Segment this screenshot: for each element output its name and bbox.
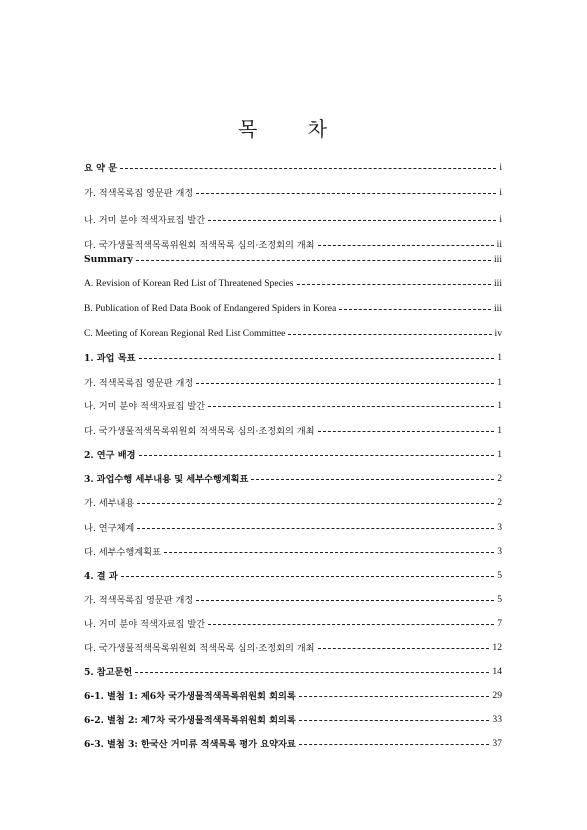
toc-entry-page-number: iv: [494, 327, 502, 339]
toc-entry-label: 4. 결 과: [84, 571, 118, 582]
toc-entry[interactable]: [84, 375, 502, 389]
toc-entry[interactable]: [84, 326, 502, 340]
toc-entry-label: 3. 과업수행 세부내용 및 세부수행계획표: [84, 474, 249, 485]
toc-entry-label: Summary: [84, 253, 133, 265]
dot-leader: [288, 333, 491, 335]
toc-entry-label: 요 약 문: [84, 163, 118, 174]
toc-entry[interactable]: [84, 616, 502, 630]
toc-entry-page-number: 37: [492, 737, 502, 749]
dot-leader: [196, 599, 494, 601]
toc-entry-page-number: 5: [497, 593, 502, 605]
toc-entry-page-number: 1: [497, 376, 502, 388]
dot-leader: [251, 478, 494, 480]
dot-leader: [135, 671, 489, 673]
toc-entry[interactable]: [84, 640, 502, 654]
toc-entry-label: 다. 국가생물적색목록위원회 적색목록 심의·조정회의 개최: [84, 240, 315, 251]
toc-entry-page-number: 2: [497, 496, 502, 508]
toc-entry[interactable]: [84, 212, 502, 226]
toc-entry-label: 가. 적색목록집 영문판 개정: [84, 595, 194, 606]
dot-leader: [318, 244, 494, 246]
dot-leader: [208, 623, 494, 625]
toc-entry-page-number: i: [499, 213, 502, 225]
toc-entry-label: 가. 적색목록집 영문판 개정: [84, 378, 194, 389]
toc-entry[interactable]: [84, 592, 502, 606]
toc-entry[interactable]: [84, 252, 502, 266]
toc-entry[interactable]: [84, 185, 502, 199]
toc-entry-label: 1. 과업 목표: [84, 353, 136, 364]
toc-entry[interactable]: [84, 423, 502, 437]
dot-leader: [339, 308, 491, 310]
toc-entry-page-number: 5: [497, 569, 502, 581]
toc-entry-page-number: 1: [497, 448, 502, 460]
toc-entry[interactable]: [84, 350, 502, 364]
toc-entry-page-number: 12: [492, 641, 502, 653]
toc-entry-page-number: 7: [497, 617, 502, 629]
dot-leader: [299, 719, 490, 721]
toc-entry-page-number: i: [499, 186, 502, 198]
toc-entry-label: 2. 연구 배경: [84, 450, 136, 461]
dot-leader: [121, 575, 494, 577]
toc-entry[interactable]: [84, 736, 502, 750]
toc-entry-page-number: iii: [494, 253, 502, 265]
toc-entry[interactable]: [84, 301, 502, 315]
toc-entry-label: B. Publication of Red Data Book of Endangered Spiders in Korea: [84, 302, 337, 314]
dot-leader: [299, 695, 490, 697]
dot-leader: [196, 192, 496, 194]
dot-leader: [137, 527, 494, 529]
toc-entry-page-number: 29: [492, 689, 502, 701]
toc-entry-label: 다. 세부수행계획표: [84, 547, 161, 558]
toc-entry-page-number: 14: [492, 665, 502, 677]
dot-leader: [318, 647, 490, 649]
toc-entry[interactable]: [84, 237, 502, 251]
dot-leader: [208, 405, 494, 407]
dot-leader: [318, 430, 495, 432]
dot-leader: [137, 502, 494, 504]
toc-entry-label: 6-2. 별첨 2: 제7차 국가생물적색목록위원회 회의록: [84, 715, 296, 726]
toc-entry-page-number: 33: [492, 713, 502, 725]
toc-entry[interactable]: [84, 520, 502, 534]
toc-entry[interactable]: [84, 398, 502, 412]
toc-entry-page-number: 1: [497, 424, 502, 436]
toc-entry[interactable]: [84, 664, 502, 678]
toc-entry[interactable]: [84, 471, 502, 485]
page-title: 목 차: [238, 117, 349, 142]
toc-entry-label: 나. 거미 분야 적색자료집 발간: [84, 215, 206, 226]
toc-entry-label: 나. 연구체계: [84, 523, 135, 534]
toc-entry-page-number: i: [499, 161, 502, 173]
toc-entry-label: 가. 적색목록집 영문판 개정: [84, 188, 194, 199]
toc-entry[interactable]: [84, 276, 502, 290]
dot-leader: [164, 551, 494, 553]
toc-entry-label: A. Revision of Korean Red List of Threatened Species: [84, 277, 294, 289]
dot-leader: [299, 743, 490, 745]
toc-entry-page-number: 3: [497, 521, 502, 533]
toc-entry-label: 나. 거미 분야 적색자료집 발간: [84, 619, 206, 630]
dot-leader: [297, 283, 492, 285]
toc-entry-page-number: 1: [497, 351, 502, 363]
toc-entry[interactable]: [84, 447, 502, 461]
toc-entry-page-number: ii: [496, 238, 502, 250]
toc-entry-page-number: iii: [494, 277, 502, 289]
toc-entry[interactable]: [84, 568, 502, 582]
dot-leader: [136, 259, 491, 261]
dot-leader: [196, 382, 494, 384]
dot-leader: [208, 219, 496, 221]
toc-entry[interactable]: [84, 160, 502, 174]
toc-entry-label: 6-1. 별첨 1: 제6차 국가생물적색목록위원회 회의록: [84, 691, 296, 702]
toc-entry-label: 다. 국가생물적색목록위원회 적색목록 심의·조정회의 개최: [84, 426, 315, 437]
dot-leader: [139, 454, 495, 456]
toc-entry[interactable]: [84, 712, 502, 726]
toc-entry-page-number: 3: [497, 545, 502, 557]
toc-entry[interactable]: [84, 688, 502, 702]
toc-entry-label: C. Meeting of Korean Regional Red List Committee: [84, 327, 286, 339]
toc-entry-page-number: iii: [494, 302, 502, 314]
toc-entry-page-number: 1: [497, 399, 502, 411]
toc-entry[interactable]: [84, 544, 502, 558]
toc-entry[interactable]: [84, 495, 502, 509]
toc-entry-label: 나. 거미 분야 적색자료집 발간: [84, 401, 206, 412]
dot-leader: [120, 167, 496, 169]
toc-entry-label: 5. 참고문헌: [84, 667, 133, 678]
toc-entry-label: 다. 국가생물적색목록위원회 적색목록 심의·조정회의 개최: [84, 643, 315, 654]
toc-entry-label: 6-3. 별첨 3: 한국산 거미류 적색목록 평가 요약자료: [84, 739, 296, 750]
toc-entry-page-number: 2: [497, 472, 502, 484]
toc-entry-label: 가. 세부내용: [84, 498, 135, 509]
dot-leader: [139, 357, 495, 359]
